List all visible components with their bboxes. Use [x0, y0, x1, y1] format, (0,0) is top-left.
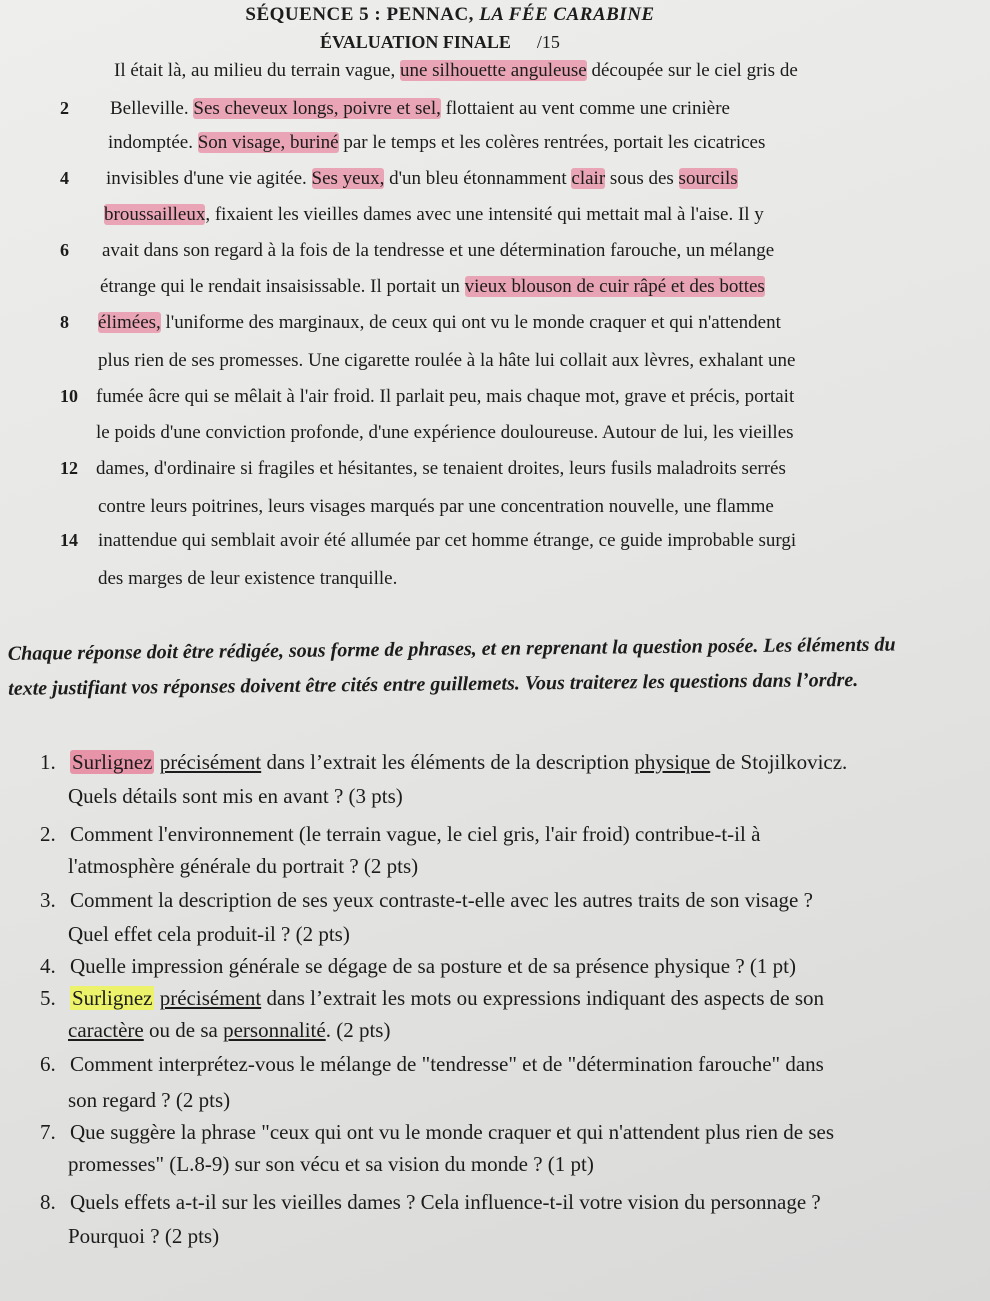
text-segment: invisibles d'une vie agitée. — [106, 168, 312, 189]
question-7-cont: promesses" (L.8-9) sur son vécu et sa vision du monde ? (1 pt) — [68, 1152, 594, 1176]
evaluation-subtitle: ÉVALUATION FINALE /15 — [320, 32, 560, 52]
question-4: 4. Quelle impression générale se dégage de sa posture et de sa présence physique ? (1 pt) — [40, 954, 796, 978]
question-6-cont: son regard ? (2 pts) — [68, 1088, 231, 1112]
line-text — [96, 458, 786, 480]
line-text — [96, 422, 794, 444]
text-segment: découpée sur le ciel gris de — [586, 60, 798, 81]
question-1: 1. Surlignez précisément dans l’extrait les éléments de la description physique de Stojilkovicz. — [40, 750, 848, 774]
question-3: 3. Comment la description de ses yeux contraste-t-elle avec les autres traits de son visage ? — [40, 888, 813, 912]
question-2-cont: l'atmosphère générale du portrait ? (2 pts) — [68, 854, 419, 878]
highlighted-text: sourcils — [678, 168, 738, 189]
text-segment: Belleville. — [110, 98, 194, 119]
question-5: 5. Surlignez précisément dans l’extrait les mots ou expressions indiquant des aspects de son — [40, 986, 825, 1010]
line-number: 6 — [60, 240, 69, 260]
text-segment: avait dans son regard à la fois de la tendresse et une détermination farouche, un mélange — [102, 240, 775, 261]
line-text — [100, 276, 765, 298]
instructions: Chaque réponse doit être rédigée, sous forme de phrases, et en reprenant la question posée. Les éléments du texte justifiant vos réponses doivent être cités entre guillemets. Vous traiterez les questions dans l’ordre. — [7, 633, 896, 700]
text-segment: le poids d'une conviction profonde, d'une expérience douloureuse. Autour de lui, les vieilles — [96, 422, 794, 443]
line-number: 2 — [60, 98, 69, 118]
highlighted-text: Son visage, buriné — [197, 132, 339, 153]
question-2: 2. Comment l'environnement (le terrain vague, le ciel gris, l'air froid) contribue-t-il à — [40, 822, 761, 846]
text-segment: indomptée. — [108, 132, 198, 153]
text-segment: , fixaient les vieilles dames avec une intensité qui mettait mal à l'aise. Il y — [205, 204, 764, 225]
text-segment: des marges de leur existence tranquille. — [98, 568, 398, 589]
text-segment: contre leurs poitrines, leurs visages marqués par une concentration nouvelle, une flamme — [98, 496, 774, 517]
highlighted-text: clair — [571, 168, 606, 189]
question-7: 7. Que suggère la phrase "ceux qui ont vu le monde craquer et qui n'attendent plus rien de ses — [40, 1120, 835, 1144]
text-segment: d'un bleu étonnamment — [384, 168, 572, 189]
question-8: 8. Quels effets a-t-il sur les vieilles dames ? Cela influence-t-il votre vision du personnage ? — [40, 1190, 821, 1214]
line-text — [98, 312, 781, 334]
text-segment: plus rien de ses promesses. Une cigarette roulée à la hâte lui collait aux lèvres, exhalant une — [98, 350, 796, 371]
line-text — [98, 496, 774, 518]
line-text — [96, 386, 794, 408]
text-segment: sous des — [605, 168, 679, 189]
line-number: 8 — [60, 312, 69, 332]
text-segment: dames, d'ordinaire si fragiles et hésitantes, se tenaient droites, leurs fusils maladroits serrés — [96, 458, 786, 479]
line-text — [104, 204, 764, 226]
text-segment: fumée âcre qui se mêlait à l'air froid. Il parlait peu, mais chaque mot, grave et précis, portait — [96, 386, 795, 407]
text-segment: par le temps et les colères rentrées, portait les cicatrices — [338, 132, 766, 153]
highlighted-text: élimées, — [98, 312, 161, 333]
question-3-cont: Quel effet cela produit-il ? (2 pts) — [68, 922, 350, 946]
highlighted-text: une silhouette anguleuse — [399, 60, 587, 81]
line-number: 14 — [60, 530, 78, 550]
highlight-yellow: Surlignez — [72, 986, 153, 1010]
line-text — [106, 168, 738, 190]
text-segment: inattendue qui semblait avoir été allumée par cet homme étrange, ce guide improbable surgi — [98, 530, 797, 551]
text-segment: Il était là, au milieu du terrain vague, — [114, 60, 400, 81]
highlighted-text: Ses yeux, — [311, 168, 385, 189]
highlighted-text: vieux blouson de cuir râpé et des bottes — [464, 276, 765, 297]
score-total: /15 — [536, 32, 560, 52]
line-text — [108, 132, 765, 154]
header — [0, 4, 990, 53]
line-text — [110, 98, 730, 120]
sequence-title: SÉQUENCE 5 : PENNAC, LA FÉE CARABINE — [245, 4, 655, 25]
question-8-cont: Pourquoi ? (2 pts) — [68, 1224, 220, 1248]
line-text — [98, 568, 397, 590]
line-text — [102, 240, 774, 262]
question-5-cont: caractère ou de sa personnalité. (2 pts) — [68, 1018, 391, 1042]
question-6: 6. Comment interprétez-vous le mélange de "tendresse" et de "détermination farouche" dans — [40, 1052, 824, 1076]
highlight-pink: Surlignez — [72, 750, 153, 774]
line-text — [114, 60, 798, 82]
line-number: 12 — [60, 458, 78, 478]
line-number: 4 — [60, 168, 69, 188]
line-text — [98, 350, 795, 372]
question-1-cont: Quels détails sont mis en avant ? (3 pts) — [68, 784, 403, 808]
highlighted-text: broussailleux — [104, 204, 206, 225]
line-number: 10 — [60, 386, 78, 406]
text-segment: étrange qui le rendait insaisissable. Il portait un — [100, 276, 465, 297]
text-segment: l'uniforme des marginaux, de ceux qui ont vu le monde craquer et qui n'attendent — [160, 312, 781, 333]
highlighted-text: Ses cheveux longs, poivre et sel, — [193, 98, 441, 119]
line-text — [98, 530, 796, 552]
text-segment: flottaient au vent comme une crinière — [440, 98, 730, 119]
